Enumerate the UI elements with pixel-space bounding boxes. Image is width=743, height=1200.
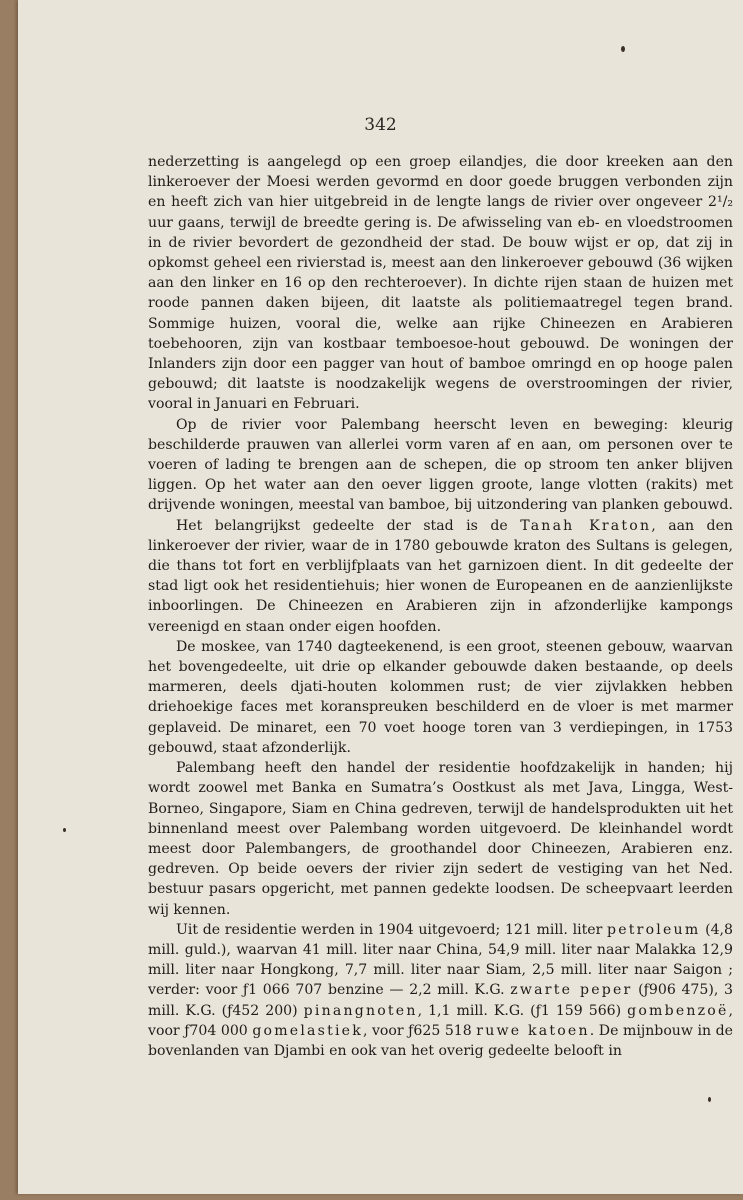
text-run: , voor ƒ704 000 [148,1002,733,1039]
emphasized-term: pinangnoten [303,1002,418,1019]
paragraph [148,920,733,1061]
emphasized-term: petroleum [607,921,701,938]
ink-speck [63,828,66,832]
text-run: Palembang heeft den handel der residentie hoofdzakelijk in handen; hij wordt zoowel met Banka en Sumatra’s Oostkust als met Java, Lingga, West-Borneo, Singapore, Siam en China gedreven, terwijl de handelsprodukten uit het binnenland meest over Palembang worden uitgevoerd. De kleinhandel wordt meest door Palembangers, de groothandel door Chineezen, Arabieren enz. gedreven. Op beide oevers der rivier zijn sedert de vestiging van het Ned. bestuur pasars opgericht, met pannen gedekte loodsen. De scheepvaart leerden wij kennen. [148,760,733,918]
page-number: 342 [364,115,397,135]
text-run: Op de rivier voor Palembang heerscht leven en beweging: kleurig beschilderde prauwen van allerlei vorm varen af en aan, om personen over te voeren of lading te brengen aan de schepen, die op stroom ten anker blijven liggen. Op het water aan den oever liggen groote, lange vlotten (rakits) met drijvende woningen, meestal van bamboe, bij uitzondering van planken gebouwd. [148,416,734,514]
book-page [18,0,743,1194]
text-run: De moskee, van 1740 dagteekenend, is een groot, steenen gebouw, waarvan het bovengedeelte, uit drie op elkander gebouwde daken bestaande, op deels marmeren, deels djati-houten kolommen rust; de vier zijvlakken hebben driehoekige faces met koranspreuken beschilderd en de vloer is met marmer geplaveid. De minaret, een 70 voet hooge toren van 3 verdiepingen, in 1753 gebouwd, staat afzonderlijk. [148,638,733,756]
paragraph [148,637,733,758]
paragraph [148,758,733,920]
text-run: (4,8 mill. guld.), waarvan 41 mill. liter naar China, 54,9 mill. liter naar Malakka 12,9 mill. liter naar Hongkong, 7,7 mill. liter naar Siam, 2,5 mill. liter naar Saigon ; verder: voor ƒ1 066 707 benzine — 2,2 mill. K.G. [148,921,733,999]
emphasized-term: ruwe katoen [476,1022,590,1039]
emphasized-term: gombenzoë [627,1002,729,1019]
emphasized-term: zwarte peper [510,982,633,999]
paragraph [148,152,733,415]
text-run: , 1,1 mill. K.G. (ƒ1 159 566) [417,1002,628,1019]
text-run: . De mijnbouw in de bovenlanden van Djambi en ook van het overig gedeelte belooft in [148,1022,733,1059]
text-run: , voor ƒ625 518 [362,1022,477,1039]
paragraph [148,516,733,637]
ink-speck [708,1097,711,1102]
text-run: (ƒ906 475), 3 mill. K.G. (ƒ452 200) [148,982,733,1019]
body-text [148,152,733,1061]
ink-speck [621,46,625,52]
paragraph [148,415,733,516]
emphasized-term: Tanah Kraton [520,517,652,534]
text-run: , aan den linkeroever der rivier, waar de in 1780 gebouwde kraton des Sultans is gelegen, die thans tot fort en verblijfplaats van het garnizoen dient. In dit gedeelte der stad ligt ook het residentiehuis; hier wonen de Europeanen en de aanzienlijkste inboorlingen. De Chineezen en Arabieren zijn in afzonderlijke kampongs vereenigd en staan onder eigen hoofden. [148,517,733,635]
text-run: Uit de residentie werden in 1904 uitgevoerd; 121 mill. liter [176,921,608,938]
text-run: Het belangrijkst gedeelte der stad is de [176,517,521,534]
text-run: nederzetting is aangelegd op een groep eilandjes, die door kreeken aan den linkeroever der Moesi werden gevormd en door goede bruggen verbonden zijn en heeft zich van hier uitgebreid in de lengte langs de rivier over ongeveer 2¹/₂ uur gaans, terwijl de breedte gering is. De afwisseling van eb- en vloedstroomen in de rivier bevordert de gezondheid der stad. De bouw wijst er op, dat zij in opkomst geheel een rivierstad is, meest aan den linkeroever gebouwd (36 wijken aan den linker en 16 op den rechteroever). In dichte rijen staan de huizen met roode pannen daken bijeen, dit laatste als politiemaatregel tegen brand. Sommige huizen, vooral die, welke aan rijke Chineezen en Arabieren toebehooren, zijn van kostbaar temboesoe-hout gebouwd. De woningen der Inlanders zijn door een pagger van hout of bamboe omringd en op hooge palen gebouwd; dit laatste is noodzakelijk wegens de overstroomingen der rivier, vooral in Januari en Februari. [148,154,733,413]
emphasized-term: gomelastiek [252,1022,363,1039]
